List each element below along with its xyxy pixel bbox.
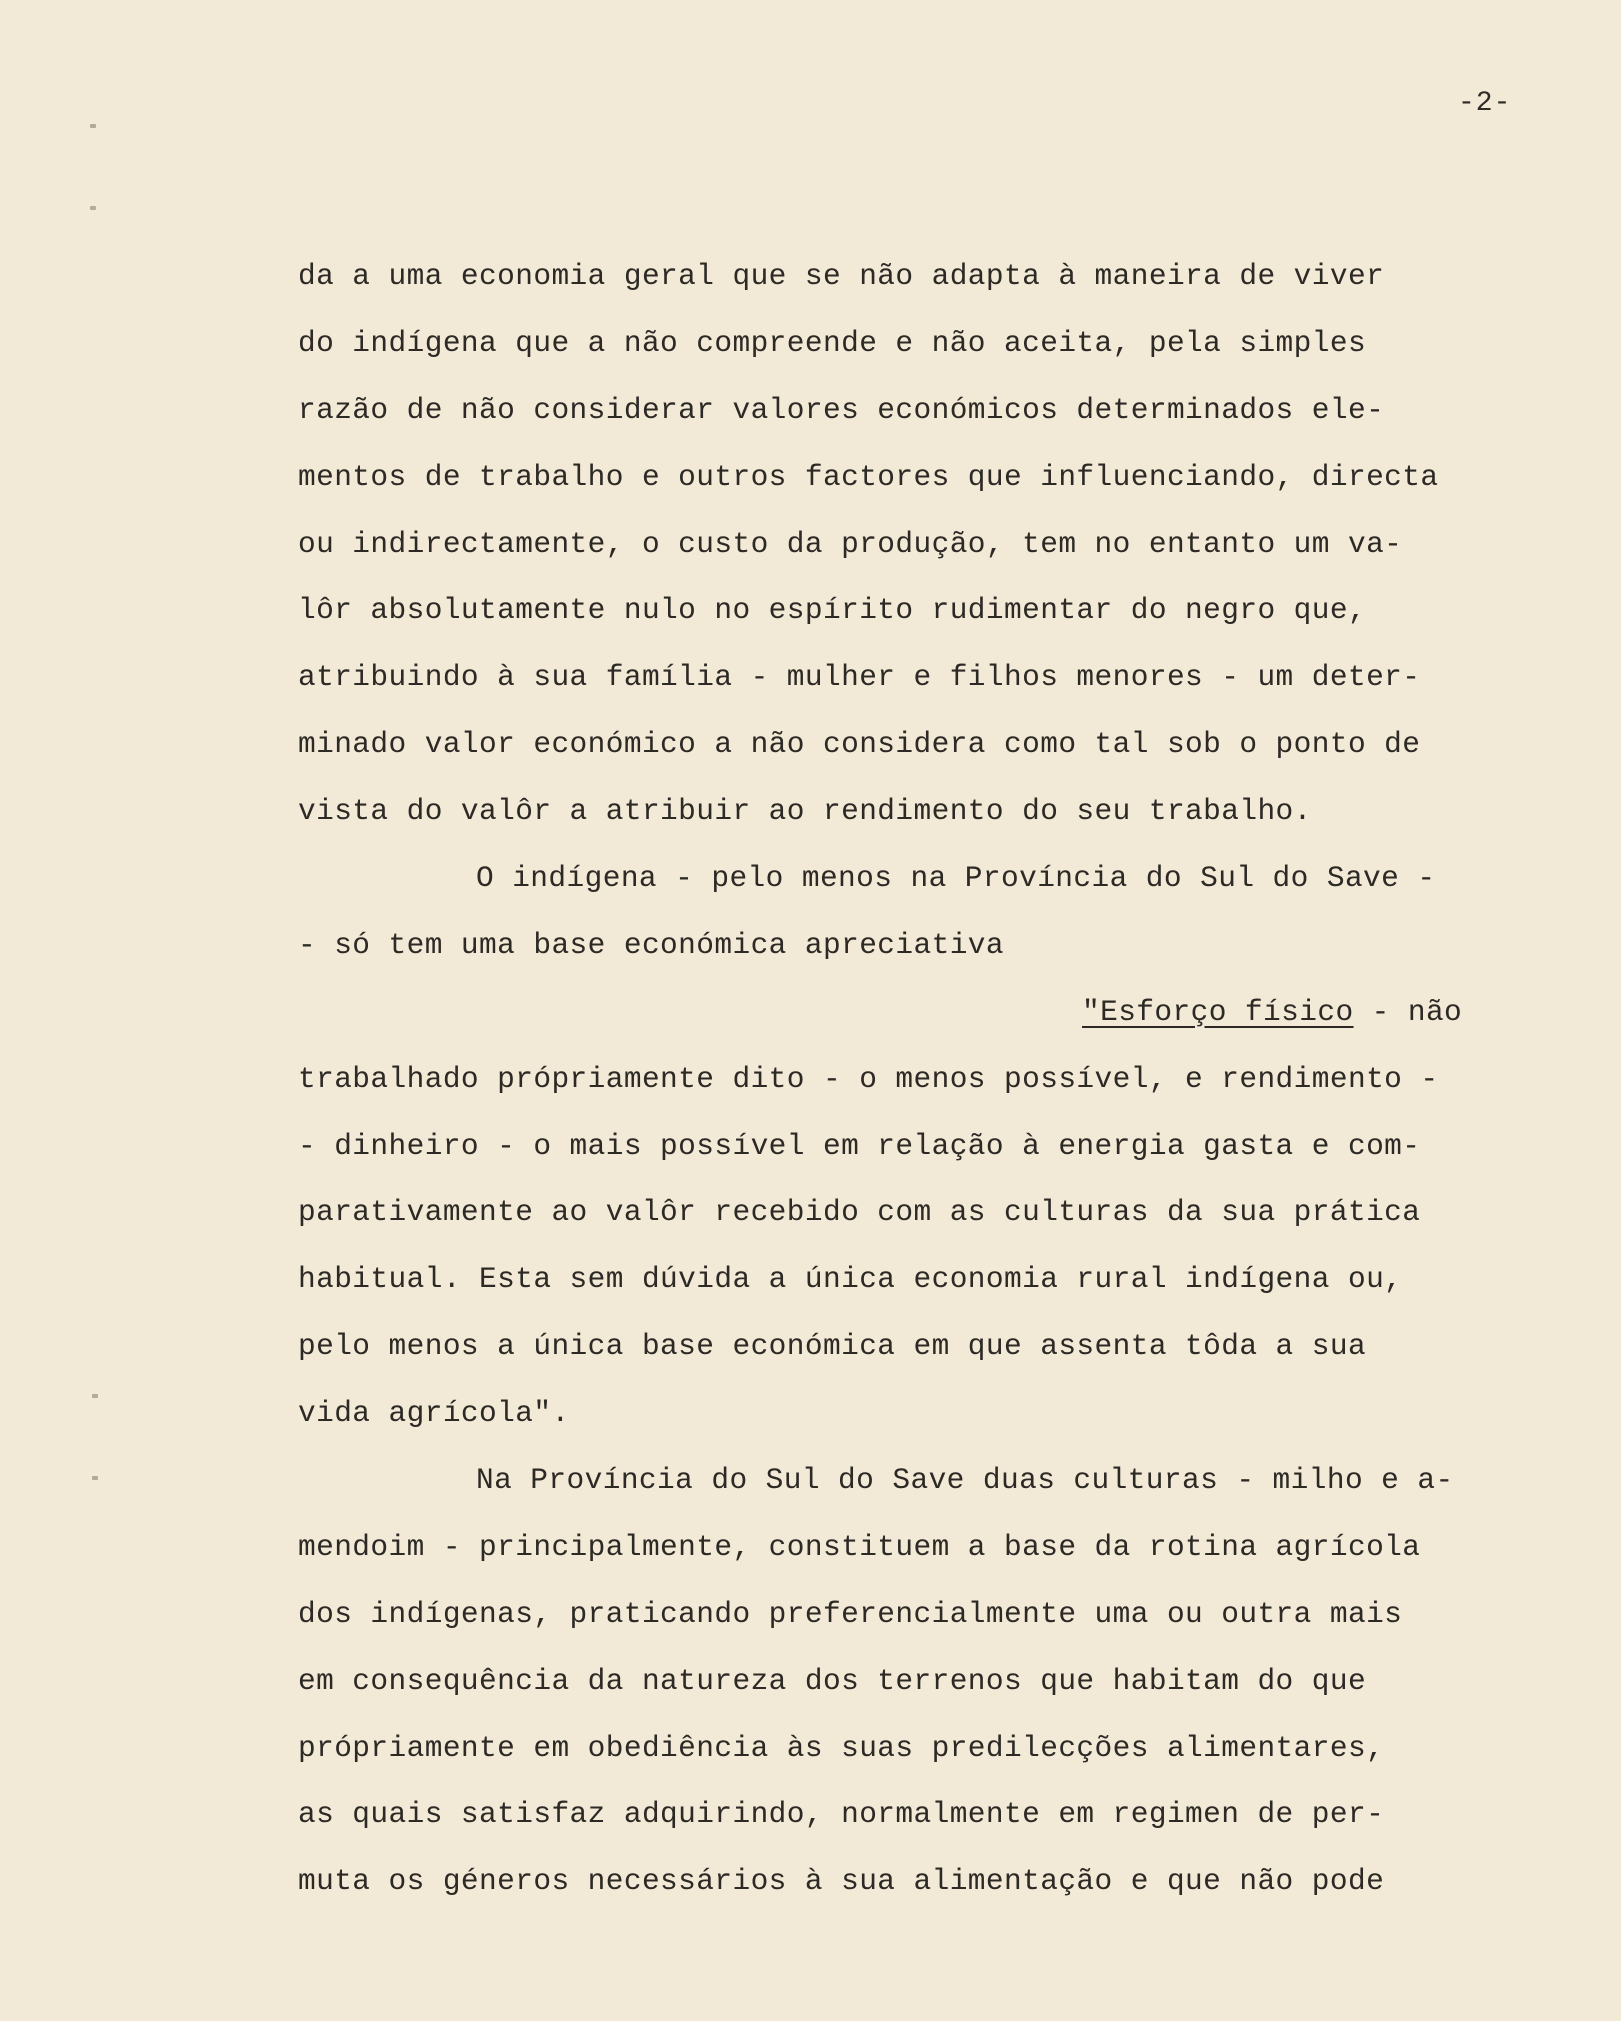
quote-line	[298, 990, 1598, 1057]
text-line: atribuindo à sua família - mulher e filhos menores - um deter-	[298, 660, 1421, 695]
margin-mark	[92, 1394, 98, 1398]
margin-mark	[90, 206, 96, 210]
text-line: minado valor económico a não considera como tal sob o ponto de	[298, 727, 1421, 762]
paragraph-first-line: O indígena - pelo menos na Província do Sul do Save -	[476, 861, 1436, 896]
text-line: mendoim - principalmente, constituem a base da rotina agrícola	[298, 1529, 1421, 1564]
text-line: muta os géneros necessários à sua alimentação e que não pode	[298, 1864, 1385, 1899]
text-line: habitual. Esta sem dúvida a única economia rural indígena ou,	[298, 1262, 1403, 1297]
text-line: trabalhado própriamente dito - o menos possível, e rendimento -	[298, 1061, 1439, 1096]
text-line: parativamente ao valôr recebido com as culturas da sua prática	[298, 1195, 1421, 1230]
paragraph-first-line: Na Província do Sul do Save duas culturas - milho e a-	[476, 1463, 1454, 1498]
margin-mark	[92, 1476, 98, 1480]
text-line: - só tem uma base económica apreciativa	[298, 927, 1005, 962]
text-line: pelo menos a única base económica em que assenta tôda a sua	[298, 1329, 1367, 1364]
underlined-quote-start: "Esforço físico	[1082, 994, 1354, 1029]
margin-mark	[90, 124, 96, 128]
text-line: - dinheiro - o mais possível em relação à energia gasta e com-	[298, 1128, 1421, 1163]
quote-line-rest: - não	[1353, 994, 1463, 1029]
text-line: mentos de trabalho e outros factores que influenciando, directa	[298, 459, 1439, 494]
text-line: lôr absolutamente nulo no espírito rudimentar do negro que,	[298, 593, 1367, 628]
text-line: vida agrícola".	[298, 1396, 570, 1431]
page-number: -2-	[1458, 88, 1512, 119]
text-line: própriamente em obediência às suas predilecções alimentares,	[298, 1730, 1385, 1765]
body-text	[298, 254, 1598, 1926]
text-line: em consequência da natureza dos terrenos que habitam do que	[298, 1663, 1367, 1698]
text-line: as quais satisfaz adquirindo, normalmente em regimen de per-	[298, 1797, 1385, 1832]
text-line: dos indígenas, praticando preferencialmente uma ou outra mais	[298, 1596, 1403, 1631]
text-line: da a uma economia geral que se não adapta à maneira de viver	[298, 259, 1385, 293]
text-line: ou indirectamente, o custo da produção, tem no entanto um va-	[298, 526, 1403, 561]
text-line: vista do valôr a atribuir ao rendimento do seu trabalho.	[298, 794, 1312, 829]
text-line: do indígena que a não compreende e não aceita, pela simples	[298, 325, 1367, 360]
text-line: razão de não considerar valores económicos determinados ele-	[298, 392, 1385, 427]
